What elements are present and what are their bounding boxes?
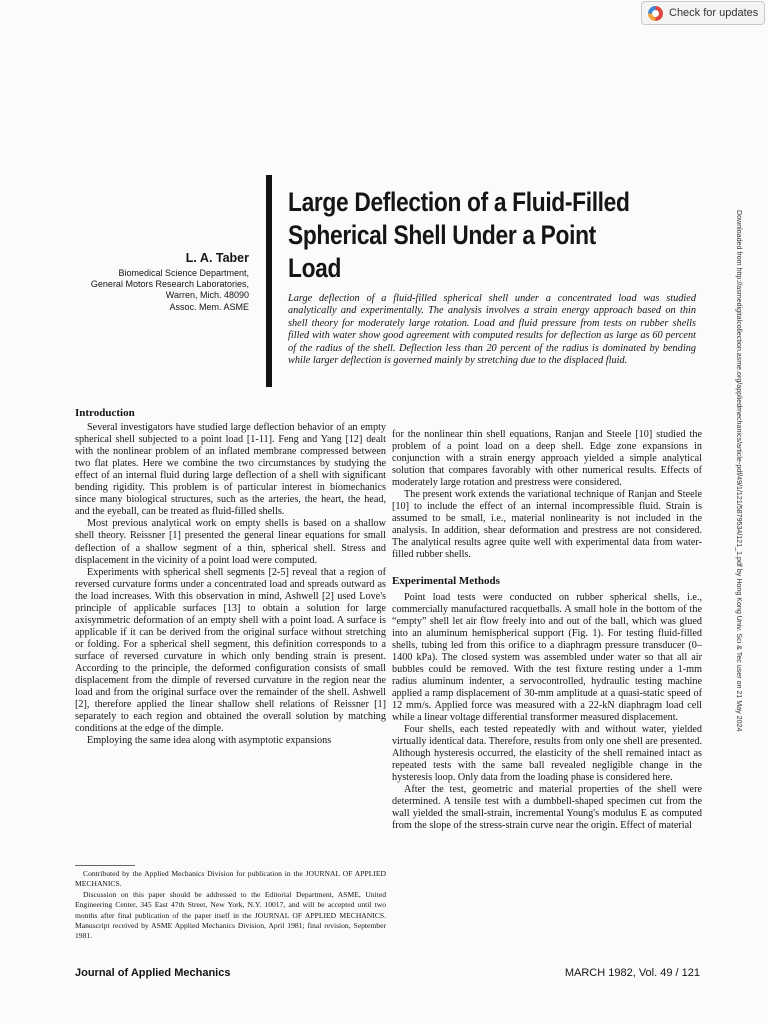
affiliation-line: General Motors Research Laboratories,	[90, 279, 249, 290]
title-line: Large Deflection of a Fluid-Filled	[288, 187, 630, 217]
paragraph: Several investigators have studied large deflection behavior of an empty spherical shell subjected to a point load [1-11]. Feng and Yang [12] dealt with the nonlinear problem of an inflated membrane compressed between two flat plates. Here we combine the two circumstances by studying the effect of an internal fluid during large deflection of a shell with significant bending rigidity. This problem is of particular interest in biomechanics since many biological structures, such as the arteries, the heart, the head, and the eyeball, can be treated as fluid-filled shells.	[75, 422, 386, 518]
title-line: Load	[288, 253, 342, 283]
footnote	[75, 869, 386, 942]
crossmark-icon	[648, 6, 663, 21]
download-notice: Downloaded from http://asmedigitalcollection.asme.org/appliedmechanics/article-pdf/49/1/121/5879534/121_1.pdf by Hong Kong Univ. Sci & Tec user on 21 May 2024	[735, 210, 743, 732]
check-for-updates-button[interactable]	[641, 1, 765, 25]
paragraph: After the test, geometric and material properties of the shell were determined. A tensile test with a dumbbell-shaped specimen cut from the wall yielded the small-strain, incremental Young's modulus E as computed from the slope of the stress-strain curve near the origin. Effect of material	[392, 784, 702, 832]
section-heading-experimental-methods: Experimental Methods	[392, 574, 500, 587]
title-line: Spherical Shell Under a Point	[288, 220, 596, 250]
download-sidebar	[733, 210, 747, 1000]
author-name: L. A. Taber	[185, 251, 249, 265]
issue-info: MARCH 1982, Vol. 49 / 121	[564, 967, 700, 979]
left-column	[75, 407, 386, 747]
section-heading-introduction: Introduction	[75, 407, 135, 419]
paper-title	[288, 186, 632, 285]
right-column	[392, 429, 702, 833]
footnote-paragraph: Discussion on this paper should be addressed to the Editorial Department, ASME, United Engineering Center, 345 East 47th Street, New York, N.Y. 10017, and will be accepted until two months after final publication of the paper itself in the JOURNAL OF APPLIED MECHANICS. Manuscript received by ASME Applied Mechanics Division, April 1981; final revision, September 1981.	[75, 889, 386, 941]
paragraph: Employing the same idea along with asymptotic expansions	[87, 735, 332, 747]
footnote-rule	[75, 865, 135, 866]
paragraph: for the nonlinear thin shell equations, Ranjan and Steele [10] studied the problem of a point load on a deep shell. Edge zone expansions in conjunction with a strain energy approach yielded a simple analytical solution that compares favorably with other numerical results. Effects of moderately large rotation and prestress were considered.	[392, 429, 702, 489]
affiliation-line: Assoc. Mem. ASME	[169, 301, 249, 312]
affiliation-line: Warren, Mich. 48090	[165, 290, 249, 301]
author-affiliation	[60, 268, 249, 313]
check-for-updates-label: Check for updates	[669, 7, 759, 19]
journal-name: Journal of Applied Mechanics	[75, 967, 231, 979]
paragraph: The present work extends the variational technique of Ranjan and Steele [10] to include the effect of an internal incompressible fluid. Strain is assumed to be small, i.e., material nonlinearity is not included in the analysis. In addition, shear deformation and prestress are not considered. The analytical results agree quite well with experimental data from water-filled rubber shells.	[392, 489, 702, 561]
paragraph: Most previous analytical work on empty shells is based on a shallow shell theory. Reissner [1] presented the general linear equations for small deflection of a shallow segment of a thin, spherical shell. Stress and displacement in the vicinity of a point load were computed.	[75, 518, 386, 566]
paragraph: Four shells, each tested repeatedly with and without water, yielded virtually identical data. Therefore, results from only one shell are presented. Although hysteresis occurred, the elasticity of the shell remained intact as repeated tests with the same ball revealed negligible change in the hysteresis loop. Only data from the loading phase is considered here.	[392, 724, 702, 784]
affiliation-line: Biomedical Science Department,	[118, 268, 249, 278]
paragraph: Point load tests were conducted on rubber spherical shells, i.e., commercially manufactured racquetballs. A small hole in the bottom of the “empty” shell let air flow freely into and out of the ball, which was glued into an aluminum hemispherical support (Fig. 1). For testing fluid-filled shells, tubing led from this orifice to a diaphragm pressure transducer (0–1400 kPa). The closed system was assembled under water so that all air bubbles could be removed. With the test fixture resting under a 1-mm radius aluminum indenter, a servocontrolled, hydraulic testing machine applied a ramp displacement of 30-mm amplitude at a quasi-static speed of 12 mm/s. Applied force was measured with a 22-kN diaphragm load cell while a linear voltage differential transformer measured displacement.	[392, 591, 702, 724]
title-rule	[266, 175, 272, 387]
abstract: Large deflection of a fluid-filled spherical shell under a concentrated load was studied analytically and experimentally. The analysis involves a strain energy approach based on thin shell theory for moderately large rotation. Load and fluid pressure from tests on rubber shells filled with water show good agreement with computed results for deflection as large as 60 percent of the radius of the shell. Deflection less than 20 percent of the radius is dominated by bending while larger deflection is governed mainly by stretching due to the displaced fluid.	[288, 293, 696, 367]
footnote-paragraph: Contributed by the Applied Mechanics Division for publication in the JOURNAL OF APPLIED MECHANICS.	[75, 869, 386, 889]
paragraph: Experiments with spherical shell segments [2-5] reveal that a region of reversed curvature forms under a concentrated load and spreads outward as the load increases. With this observation in mind, Ashwell [2] used Love's principle of applicable surfaces [13] to obtain a solution for large axisymmetric deformation of an empty shell with a point load. A surface is applicable if it can be derived from the original surface without stretching or folding. For a spherical shell segment, this definition corresponds to a surface of reversed curvature in which only bending strain is present. According to the principle, the deformed configuration consists of small displacement from the dimple of reversed curvature in the region near the load and from the original surface over the remainder of the shell. Ashwell [2], therefore applied the linear shallow shell relations of Reissner [1] separately to each region and obtained the overall solution by matching conditions at the edge of the dimple.	[75, 566, 386, 735]
